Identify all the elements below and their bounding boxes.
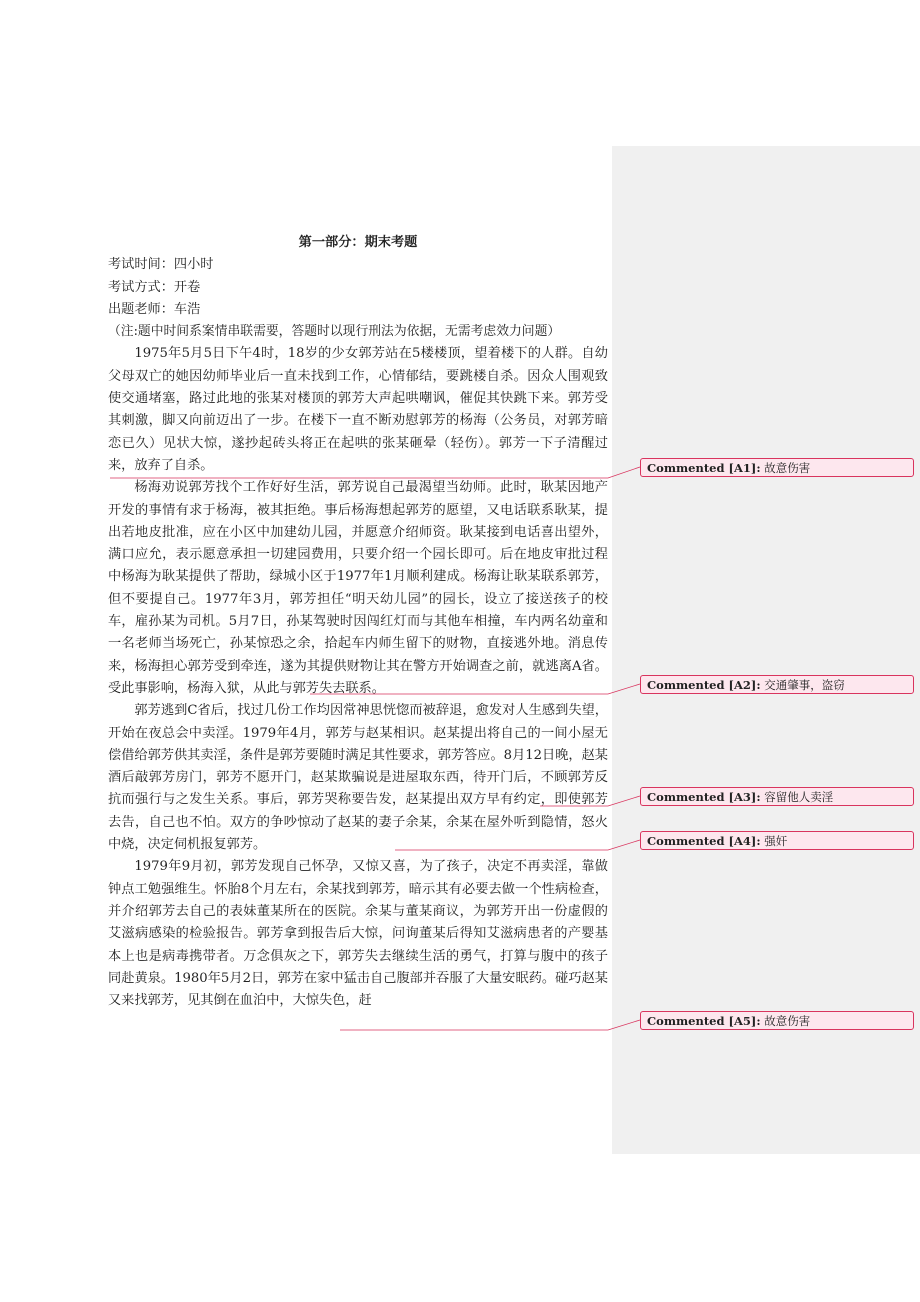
comment-label: Commented [A5]: bbox=[647, 1014, 761, 1028]
comment-a4[interactable] bbox=[640, 831, 914, 850]
comment-label: Commented [A3]: bbox=[647, 790, 761, 804]
document-body bbox=[108, 232, 608, 1012]
comment-label: Commented [A2]: bbox=[647, 678, 761, 692]
case-paragraph-3: 郭芳逃到C省后，找过几份工作均因常神思恍惚而被辞退，愈发对人生感到失望，开始在夜总会中卖淫。1979年4月，郭芳与赵某相识。赵某提出将自己的一间小屋无偿借给郭芳供其卖淫，条件是郭芳要随时满足其性要求，郭芳答应。8月12日晚，赵某酒后敲郭芳房门，郭芳不愿开门，赵某欺骗说是进屋取东西，待开门后，不顾郭芳反抗而强行与之发生关系。事后，郭芳哭称要告发，赵某提出双方早有约定，即使郭芳去告，自己也不怕。双方的争吵惊动了赵某的妻子余某，余某在屋外听到隐情，怒火中烧，决定伺机报复郭芳。 bbox=[108, 703, 608, 853]
exam-note: （注:题中时间系案情串联需要，答题时以现行刑法为依据，无需考虑效力问题） bbox=[108, 324, 561, 340]
comment-text: 容留他人卖淫 bbox=[764, 790, 834, 804]
comment-label: Commented [A1]: bbox=[647, 461, 761, 475]
comment-text: 故意伤害 bbox=[764, 1014, 811, 1028]
comment-connector-a5 bbox=[340, 1020, 640, 1030]
document-title: 第一部分：期末考题 bbox=[298, 235, 418, 250]
comment-text: 故意伤害 bbox=[764, 461, 811, 475]
case-paragraph-1: 1975年5月5日下午4时，18岁的少女郭芳站在5楼楼顶，望着楼下的人群。自幼父母双亡的她因幼师毕业后一直未找到工作，心情郁结，要跳楼自杀。因众人围观致使交通堵塞，路过此地的张某对楼顶的郭芳大声起哄嘲讽，催促其快跳下来。郭芳受其刺激，脚又向前迈出了一步。在楼下一直不断劝慰郭芳的杨海（公务员，对郭芳暗恋已久）见状大惊，遂抄起砖头将正在起哄的张某砸晕（轻伤）。郭芳一下子清醒过来，放弃了自杀。 bbox=[108, 346, 608, 473]
case-paragraph-4: 1979年9月初，郭芳发现自己怀孕，又惊又喜，为了孩子，决定不再卖淫，靠做钟点工勉强维生。怀胎8个月左右，余某找到郭芳，暗示其有必要去做一个性病检查，并介绍郭芳去自己的表妹董某所在的医院。余某与董某商议，为郭芳开出一份虚假的艾滋病感染的检验报告。郭芳拿到报告后大惊，问询董某后得知艾滋病患者的产婴基本上也是病毒携带者。万念俱灰之下，郭芳失去继续生活的勇气，打算与腹中的孩子同赴黄泉。1980年5月2日，郭芳在家中猛击自己腹部并吞服了大量安眠药。碰巧赵某又来找郭芳，见其倒在血泊中，大惊失色，赶 bbox=[108, 859, 608, 1009]
comment-a1[interactable] bbox=[640, 458, 914, 477]
case-paragraph-2: 杨海劝说郭芳找个工作好好生活，郭芳说自己最渴望当幼师。此时，耿某因地产开发的事情有求于杨海，被其拒绝。事后杨海想起郭芳的愿望，又电话联系耿某，提出若地皮批准，应在小区中加建幼儿园，并愿意介绍师资。耿某接到电话喜出望外，满口应允，表示愿意承担一切建园费用，只要介绍一个园长即可。后在地皮审批过程中杨海为耿某提供了帮助，绿城小区于1977年1月顺利建成。杨海让耿某联系郭芳，但不要提自己。1977年3月，郭芳担任“明天幼儿园”的园长，设立了接送孩子的校车，雇孙某为司机。5月7日，孙某驾驶时因闯红灯而与其他车相撞，车内两名幼童和一名老师当场死亡，孙某惊恐之余，拾起车内师生留下的财物，直接逃外地。消息传来，杨海担心郭芳受到牵连，遂为其提供财物让其在警方开始调查之前，就逃离A省。受此事影响，杨海入狱，从此与郭芳失去联系。 bbox=[108, 480, 608, 696]
comment-label: Commented [A4]: bbox=[647, 834, 761, 848]
exam-time: 考试时间：四小时 bbox=[108, 257, 214, 273]
comment-text: 强奸 bbox=[764, 834, 788, 848]
comment-a3[interactable] bbox=[640, 787, 914, 806]
comment-text: 交通肇事，盗窃 bbox=[764, 678, 845, 692]
exam-teacher: 出题老师：车浩 bbox=[108, 301, 201, 317]
exam-mode: 考试方式：开卷 bbox=[108, 279, 201, 295]
comment-a5[interactable] bbox=[640, 1011, 914, 1030]
comment-a2[interactable] bbox=[640, 675, 914, 694]
